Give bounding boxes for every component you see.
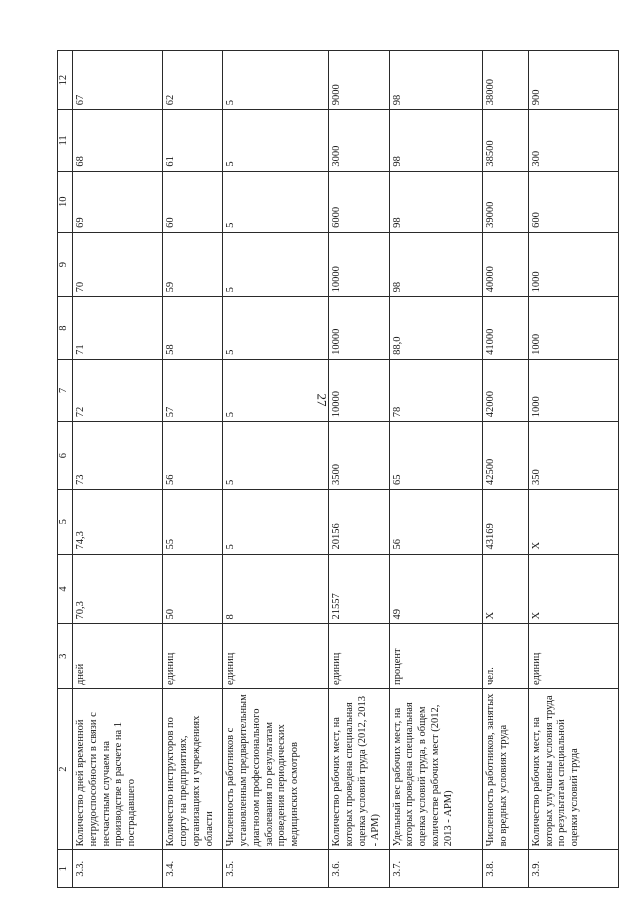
value-cell: 69 — [73, 171, 163, 232]
value-cell: 20156 — [329, 489, 389, 554]
value-cell: 5 — [223, 232, 329, 297]
unit-of-measure: чел. — [482, 624, 528, 689]
value-cell: 74,3 — [73, 489, 163, 554]
indicator-table — [57, 50, 619, 888]
column-number: 9 — [58, 232, 73, 297]
value-cell: 39000 — [482, 171, 528, 232]
value-cell: 98 — [389, 51, 482, 110]
value-cell: 61 — [163, 110, 223, 171]
column-number: 11 — [58, 110, 73, 171]
column-number: 5 — [58, 489, 73, 554]
table-row — [528, 51, 618, 888]
value-cell: 55 — [163, 489, 223, 554]
value-cell: 59 — [163, 232, 223, 297]
unit-of-measure: процент — [389, 624, 482, 689]
value-cell: 49 — [389, 554, 482, 624]
value-cell: 56 — [389, 489, 482, 554]
unit-of-measure: единиц — [163, 624, 223, 689]
value-cell: 10000 — [329, 359, 389, 421]
value-cell: 600 — [528, 171, 618, 232]
indicator-name: Количество рабочих мест, на которых проведена специальная оценка условий труда (2012, 2013 - АРМ) — [329, 688, 389, 849]
value-cell: 71 — [73, 297, 163, 359]
value-cell: 78 — [389, 359, 482, 421]
value-cell: 70,3 — [73, 554, 163, 624]
value-cell: 5 — [223, 422, 329, 490]
value-cell: 68 — [73, 110, 163, 171]
row-number: 3.7. — [389, 850, 482, 888]
value-cell: 5 — [223, 489, 329, 554]
indicator-name: Количество рабочих мест, на которых улучшены условия труда по результатам специальной оценки условий труда — [528, 688, 618, 849]
value-cell: 98 — [389, 110, 482, 171]
value-cell: 98 — [389, 171, 482, 232]
indicator-name: Численность работников с установленным предварительным диагнозом профессионального заболевания по результатам проведения периодических медицинских осмотров — [223, 688, 329, 849]
value-cell: 42000 — [482, 359, 528, 421]
row-number: 3.5. — [223, 850, 329, 888]
value-cell: 98 — [389, 232, 482, 297]
table-row — [482, 51, 528, 888]
value-cell: 88,0 — [389, 297, 482, 359]
value-cell: 8 — [223, 554, 329, 624]
column-number: 10 — [58, 171, 73, 232]
column-number: 8 — [58, 297, 73, 359]
value-cell: 9000 — [329, 51, 389, 110]
indicator-name: Количество инструкторов по спорту на предприятиях, организациях и учреждениях области — [163, 688, 223, 849]
rotated-table-wrapper — [57, 50, 619, 888]
value-cell: 6000 — [329, 171, 389, 232]
value-cell: 41000 — [482, 297, 528, 359]
value-cell: 40000 — [482, 232, 528, 297]
value-cell: 5 — [223, 110, 329, 171]
value-cell: 5 — [223, 359, 329, 421]
value-cell: 3000 — [329, 110, 389, 171]
value-cell: 1000 — [528, 359, 618, 421]
value-cell: 1000 — [528, 297, 618, 359]
value-cell: 10000 — [329, 297, 389, 359]
value-cell: 42500 — [482, 422, 528, 490]
table-row — [73, 51, 163, 888]
value-cell: 38500 — [482, 110, 528, 171]
column-number: 2 — [58, 688, 73, 849]
row-number: 3.9. — [528, 850, 618, 888]
row-number: 3.3. — [73, 850, 163, 888]
table-row — [163, 51, 223, 888]
value-cell: 50 — [163, 554, 223, 624]
value-cell: 67 — [73, 51, 163, 110]
value-cell: 58 — [163, 297, 223, 359]
unit-of-measure: единиц — [329, 624, 389, 689]
column-number: 3 — [58, 624, 73, 689]
value-cell: 65 — [389, 422, 482, 490]
column-number: 1 — [58, 850, 73, 888]
unit-of-measure: дней — [73, 624, 163, 689]
unit-of-measure: единиц — [223, 624, 329, 689]
value-cell: 73 — [73, 422, 163, 490]
value-cell: 60 — [163, 171, 223, 232]
value-cell: 350 — [528, 422, 618, 490]
value-cell: 1000 — [528, 232, 618, 297]
column-number: 12 — [58, 51, 73, 110]
value-cell: 56 — [163, 422, 223, 490]
column-number: 6 — [58, 422, 73, 490]
column-number: 4 — [58, 554, 73, 624]
value-cell: 10000 — [329, 232, 389, 297]
value-cell: 300 — [528, 110, 618, 171]
table-row — [223, 51, 329, 888]
value-cell: 43169 — [482, 489, 528, 554]
value-cell: 5 — [223, 51, 329, 110]
value-cell: Х — [528, 489, 618, 554]
value-cell: 62 — [163, 51, 223, 110]
value-cell: Х — [482, 554, 528, 624]
page-number: 27 — [314, 393, 330, 407]
value-cell: 70 — [73, 232, 163, 297]
value-cell: 38000 — [482, 51, 528, 110]
value-cell: 72 — [73, 359, 163, 421]
unit-of-measure: единиц — [528, 624, 618, 689]
value-cell: Х — [528, 554, 618, 624]
value-cell: 5 — [223, 171, 329, 232]
indicator-name: Численность работников, занятых во вредных условиях труда — [482, 688, 528, 849]
column-number: 7 — [58, 359, 73, 421]
table-header-row — [58, 51, 73, 888]
table-row — [389, 51, 482, 888]
indicator-name: Количество дней временной нетрудоспособности в связи с несчастным случаем на производстве в расчете на 1 пострадавшего — [73, 688, 163, 849]
table-row — [329, 51, 389, 888]
row-number: 3.4. — [163, 850, 223, 888]
row-number: 3.6. — [329, 850, 389, 888]
row-number: 3.8. — [482, 850, 528, 888]
value-cell: 57 — [163, 359, 223, 421]
value-cell: 21557 — [329, 554, 389, 624]
indicator-name: Удельный вес рабочих мест, на которых проведена специальная оценка условий труда, в общем количестве рабочих мест (2012, 2013 - АРМ) — [389, 688, 482, 849]
value-cell: 5 — [223, 297, 329, 359]
value-cell: 3500 — [329, 422, 389, 490]
value-cell: 900 — [528, 51, 618, 110]
